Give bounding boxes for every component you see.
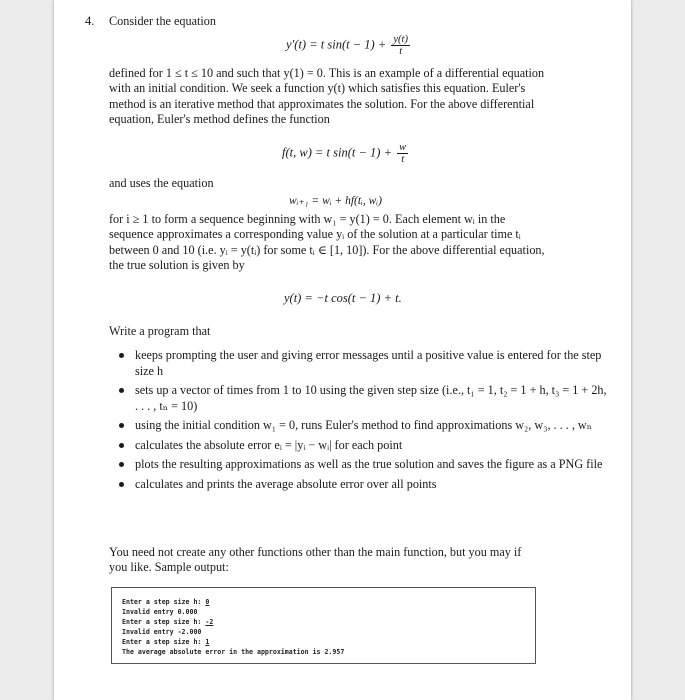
- sample-output-input: 1: [205, 638, 210, 646]
- sample-output-input: -2: [205, 618, 214, 626]
- bullet-icon: [119, 443, 124, 448]
- sample-output-message: The average absolute error in the approximation is 2.957: [122, 648, 345, 656]
- sample-output-message: Invalid entry -2.000: [122, 628, 202, 636]
- uses-equation-text: and uses the equation: [109, 176, 214, 190]
- list-item: [109, 477, 609, 493]
- sample-output-line: [122, 647, 525, 657]
- equation-euler-function-numerator: w: [399, 142, 407, 153]
- list-item: [109, 438, 609, 454]
- equation-ode-fraction: [391, 34, 410, 57]
- paragraph-line: between 0 and 10 (i.e. yᵢ = y(tᵢ) for some tᵢ ∈ [1, 10]). For the above differential equation,: [109, 242, 545, 257]
- list-item: [109, 457, 609, 473]
- paragraph-sequence: [109, 212, 599, 273]
- sample-output-line: [122, 607, 525, 617]
- sample-output-message: Invalid entry 0.000: [122, 608, 198, 616]
- paragraph-line: with an initial condition. We seek a function y(t) which satisfies this equation. Euler's: [109, 81, 526, 96]
- bullet-icon: [119, 353, 124, 358]
- equation-ode-lhs: y′(t) = t sin(t − 1) +: [286, 37, 387, 52]
- intro-text: Consider the equation: [109, 14, 216, 28]
- list-item-text: sets up a vector of times from 1 to 10 using the given step size (i.e., t₁ = 1, t₂ = 1 + h, t₃ = 1 + 2h, . . . , tₙ = 10): [135, 383, 607, 413]
- equation-ode: [286, 34, 412, 57]
- sample-output-box: [111, 587, 536, 664]
- sample-output-line: [122, 597, 525, 607]
- write-program-text: Write a program that: [109, 324, 211, 338]
- problem-number: 4.: [85, 14, 95, 28]
- sample-output-prompt: Enter a step size h:: [122, 618, 206, 626]
- equation-true-solution: y(t) = −t cos(t − 1) + t.: [284, 291, 402, 305]
- bullet-icon: [119, 388, 124, 393]
- paragraph-line: You need not create any other functions other than the main function, but you may if: [109, 545, 522, 559]
- equation-euler-step: wᵢ₊₁ = wᵢ + hf(tᵢ, wᵢ): [289, 195, 382, 207]
- paragraph-line: defined for 1 ≤ t ≤ 10 and such that y(1) = 0. This is an example of a differential equation: [109, 66, 545, 80]
- paragraph-definition: [109, 66, 599, 127]
- sample-output-line: [122, 637, 525, 647]
- sample-output-prompt: Enter a step size h:: [122, 598, 206, 606]
- paragraph-line: for i ≥ 1 to form a sequence beginning with w₁ = y(1) = 0. Each element wᵢ in the: [109, 212, 506, 226]
- sample-output-line: [122, 627, 525, 637]
- sample-output-input: 0: [205, 598, 210, 606]
- list-item: [109, 418, 609, 434]
- paragraph-line: method is an iterative method that approximates the solution. For the above differential: [109, 96, 535, 111]
- bullet-icon: [119, 482, 124, 487]
- paragraph-line: sequence approximates a corresponding value yᵢ of the solution at a particular time tᵢ: [109, 227, 521, 242]
- paragraph-line: equation, Euler's method defines the function: [109, 111, 330, 126]
- paragraph-closing: [109, 545, 599, 576]
- list-item: [109, 383, 609, 414]
- requirements-list: [109, 348, 609, 496]
- bullet-icon: [119, 462, 124, 467]
- list-item-text: plots the resulting approximations as well as the true solution and saves the figure as a PNG file: [135, 457, 603, 471]
- list-item-text: using the initial condition w₁ = 0, runs Euler's method to find approximations w₂, w₃, . . . , wₙ: [135, 418, 592, 432]
- paragraph-line: you like. Sample output:: [109, 560, 229, 575]
- bullet-icon: [119, 423, 124, 428]
- equation-euler-function-denominator: t: [401, 154, 405, 165]
- list-item-text: calculates and prints the average absolute error over all points: [135, 476, 437, 491]
- list-item-text: keeps prompting the user and giving error messages until a positive value is entered for the step size h: [135, 348, 602, 378]
- list-item: [109, 348, 609, 379]
- document-page: [54, 0, 631, 700]
- sample-output-prompt: Enter a step size h:: [122, 638, 206, 646]
- equation-ode-numerator: y(t): [393, 34, 408, 45]
- equation-euler-function-fraction: [397, 142, 408, 165]
- equation-euler-function-lhs: f(t, w) = t sin(t − 1) +: [282, 145, 393, 160]
- equation-euler-function: [282, 142, 410, 165]
- list-item-text: calculates the absolute error eᵢ = |yᵢ − wᵢ| for each point: [135, 437, 403, 452]
- sample-output-line: [122, 617, 525, 627]
- equation-ode-denominator: t: [399, 46, 403, 57]
- paragraph-line: the true solution is given by: [109, 257, 245, 272]
